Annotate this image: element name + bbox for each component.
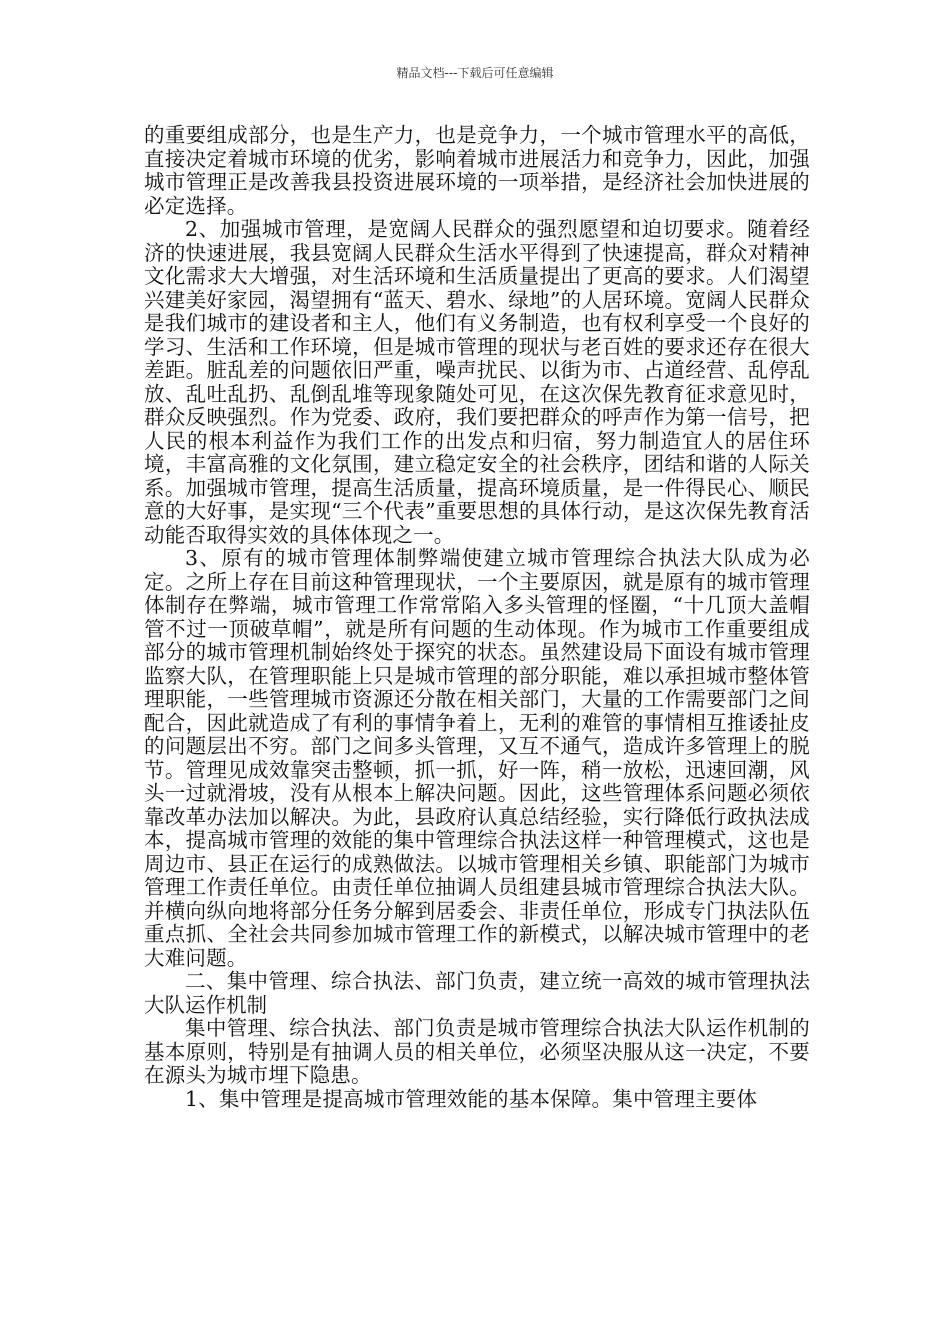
paragraph-point-1: 1、集中管理是提高城市管理效能的基本保障。集中管理主要体: [185, 1086, 758, 1111]
section-heading-2: 二、集中管理、综合执法、部门负责，建立统一高效的城市管理执法大队运作机制: [144, 969, 810, 1017]
page-header-watermark: 精品文档---下载后可任意编辑: [396, 66, 554, 80]
paragraph-point-3: 3、原有的城市管理体制弊端使建立城市管理综合执法大队成为必定。之所上存在目前这种管理现状，一个主要原因，就是原有的城市管理体制存在弊端，城市管理工作常常陷入多头管理的怪圈，“十几顶大盖帽管不过一顶破草帽”，就是所有问题的生动体现。作为城市工作重要组成部分的城市管理机制始终处于探究的状态。虽然建设局下面设有城市管理监察大队，在管理职能上只是城市管理的部分职能，难以承担城市整体管理职能，一些管理城市资源还分散在相关部门，大量的工作需要部门之间配合，因此就造成了有利的事情争着上，无利的难管的事情相互推诿扯皮的问题层出不穷。部门之间多头管理，又互不通气，造成许多管理上的脱节。管理见成效靠突击整顿，抓一抓，好一阵，稍一放松，迅速回潮，风头一过就滑坡，没有从根本上解决问题。因此，这些管理体系问题必须依靠改革办法加以解决。为此，县政府认真总结经验，实行降低行政执法成本，提高城市管理的效能的集中管理综合执法这样一种管理模式，这也是周边市、县正在运行的成熟做法。以城市管理相关乡镇、职能部门为城市管理工作责任单位。由责任单位抽调人员组建县城市管理综合执法大队。并横向纵向地将部分任务分解到居委会、非责任单位，形成专门执法队伍重点抓、全社会共同参加城市管理工作的新模式，以解决城市管理中的老大难问题。: [144, 546, 810, 970]
paragraph-continuation: 的重要组成部分，也是生产力，也是竞争力，一个城市管理水平的高低，直接决定着城市环境的优劣，影响着城市进展活力和竞争力，因此，加强城市管理正是改善我县投资进展环境的一项举措，是经济社会加快进展的必定选择。: [144, 123, 810, 218]
paragraph-point-2: 2、加强城市管理，是宽阔人民群众的强烈愿望和迫切要求。随着经济的快速进展，我县宽阔人民群众生活水平得到了快速提高，群众对精神文化需求大大增强，对生活环境和生活质量提出了更高的要求。人们渴望兴建美好家园，渴望拥有“蓝天、碧水、绿地”的人居环境。宽阔人民群众是我们城市的建设者和主人，他们有义务制造，也有权利享受一个良好的学习、生活和工作环境，但是城市管理的现状与老百姓的要求还存在很大差距。脏乱差的问题依旧严重，噪声扰民、以街为市、占道经营、乱停乱放、乱吐乱扔、乱倒乱堆等现象随处可见，在这次保先教育征求意见时，群众反映强烈。作为党委、政府，我们要把群众的呼声作为第一信号，把人民的根本利益作为我们工作的出发点和归宿，努力制造宜人的居住环境，丰富高雅的文化氛围，建立稳定安全的社会秩序，团结和谐的人际关系。加强城市管理，提高生活质量，提高环境质量，是一件得民心、顺民意的大好事，是实现“三个代表”重要思想的具体行动，是这次保先教育活动能否取得实效的具体体现之一。: [144, 217, 810, 547]
paragraph-principles: 集中管理、综合执法、部门负责是城市管理综合执法大队运作机制的基本原则，特别是有抽调人员的相关单位，必须坚决服从这一决定，不要在源头为城市埋下隐患。: [144, 1016, 810, 1087]
document-body: [144, 124, 810, 1111]
